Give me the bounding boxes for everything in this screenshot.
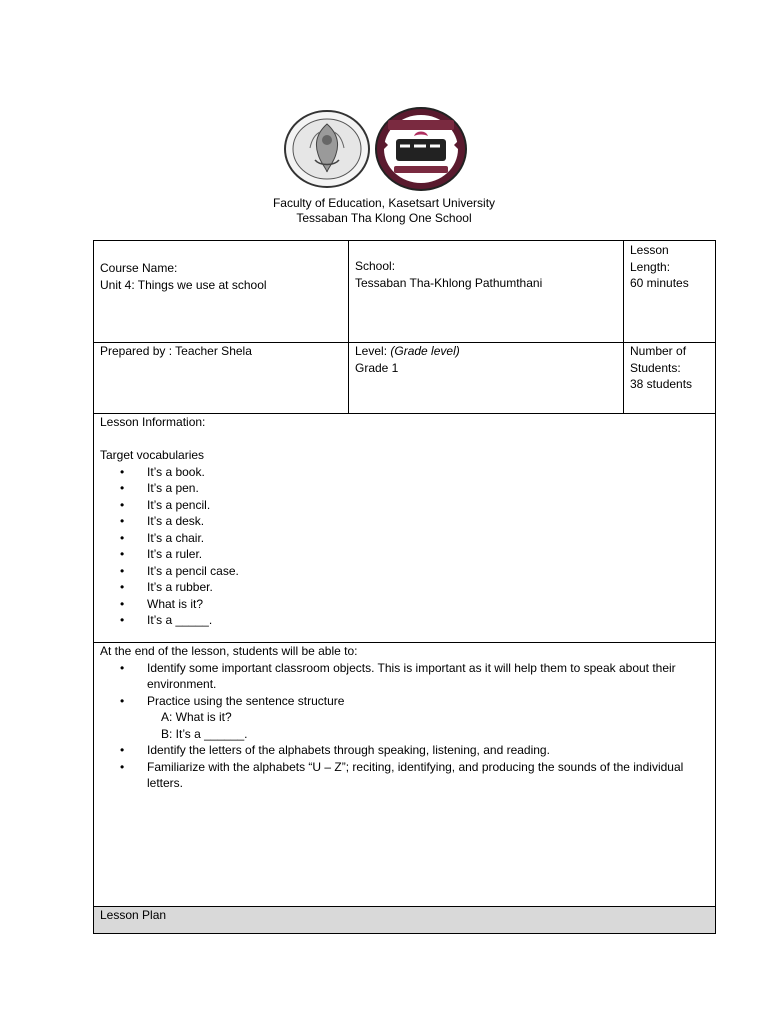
list-item: • It’s a pen. bbox=[100, 480, 709, 497]
sentence-a: A: What is it? bbox=[161, 710, 232, 724]
lesson-information-cell bbox=[94, 414, 716, 643]
length-label-1: Lesson bbox=[630, 243, 669, 257]
sentence-b: B: It’s a ______. bbox=[161, 726, 248, 741]
level-label: Level: bbox=[355, 344, 388, 358]
lesson-plan-table bbox=[93, 240, 716, 934]
list-item: • It’s a rubber. bbox=[100, 579, 709, 596]
lesson-plan-row bbox=[94, 907, 716, 934]
school-logo bbox=[374, 106, 468, 192]
objectives-row bbox=[94, 643, 716, 907]
objectives-cell bbox=[94, 643, 716, 907]
lesson-plan-cell bbox=[94, 907, 716, 934]
lesson-plan-label: Lesson Plan bbox=[100, 908, 167, 922]
lesson-information-row bbox=[94, 414, 716, 643]
course-row bbox=[94, 241, 716, 343]
level-hint: (Grade level) bbox=[390, 344, 460, 358]
vocab-heading: Target vocabularies bbox=[100, 448, 205, 462]
list-item: • Identify the letters of the alphabets through speaking, listening, and reading. bbox=[100, 742, 709, 759]
course-value: Unit 4: Things we use at school bbox=[100, 277, 267, 292]
list-item: • It’s a _____. bbox=[100, 612, 709, 629]
details-row bbox=[94, 343, 716, 414]
students-label-2: Students: bbox=[630, 360, 681, 375]
course-cell bbox=[94, 241, 349, 343]
school-cell bbox=[349, 241, 624, 343]
objectives-heading: At the end of the lesson, students will be able to: bbox=[100, 644, 358, 658]
school-title: Tessaban Tha Klong One School bbox=[296, 211, 472, 225]
students-value: 38 students bbox=[630, 377, 693, 391]
logos bbox=[282, 106, 472, 194]
level-value: Grade 1 bbox=[355, 360, 399, 375]
objectives-list bbox=[100, 660, 709, 710]
list-item: • What is it? bbox=[100, 596, 709, 613]
length-value: 60 minutes bbox=[630, 276, 689, 290]
document-header bbox=[0, 196, 768, 226]
prepared-cell bbox=[94, 343, 349, 414]
length-label-2: Length: bbox=[630, 259, 671, 274]
prepared-by: Prepared by : Teacher Shela bbox=[100, 344, 252, 358]
school-label: School: bbox=[355, 259, 396, 273]
list-item: • Familiarize with the alphabets “U – Z”; reciting, identifying, and producing the sounds of the individual letters. bbox=[100, 759, 709, 792]
list-item: • It’s a chair. bbox=[100, 530, 709, 547]
list-item bbox=[100, 693, 709, 710]
list-item: • It’s a desk. bbox=[100, 513, 709, 530]
level-cell bbox=[349, 343, 624, 414]
list-item: • It’s a pencil. bbox=[100, 497, 709, 514]
university-seal-logo bbox=[282, 108, 372, 190]
students-label-1: Number of bbox=[630, 344, 687, 358]
length-cell bbox=[624, 241, 716, 343]
lesson-information-heading: Lesson Information: bbox=[100, 415, 206, 429]
list-item: • Identify some important classroom objects. This is important as it will help them to speak about their environment. bbox=[100, 660, 709, 693]
sentence-structure-text: • Practice using the sentence structure bbox=[147, 693, 345, 708]
list-item: • It’s a pencil case. bbox=[100, 563, 709, 580]
list-item: • It’s a ruler. bbox=[100, 546, 709, 563]
objectives-list-cont bbox=[100, 742, 709, 792]
level-line bbox=[355, 343, 617, 360]
students-cell bbox=[624, 343, 716, 414]
faculty-title: Faculty of Education, Kasetsart University bbox=[272, 196, 496, 210]
school-value: Tessaban Tha-Khlong Pathumthani bbox=[355, 275, 543, 290]
list-item: • It’s a book. bbox=[100, 464, 709, 481]
course-label: Course Name: bbox=[100, 261, 178, 275]
vocab-list bbox=[100, 464, 709, 629]
